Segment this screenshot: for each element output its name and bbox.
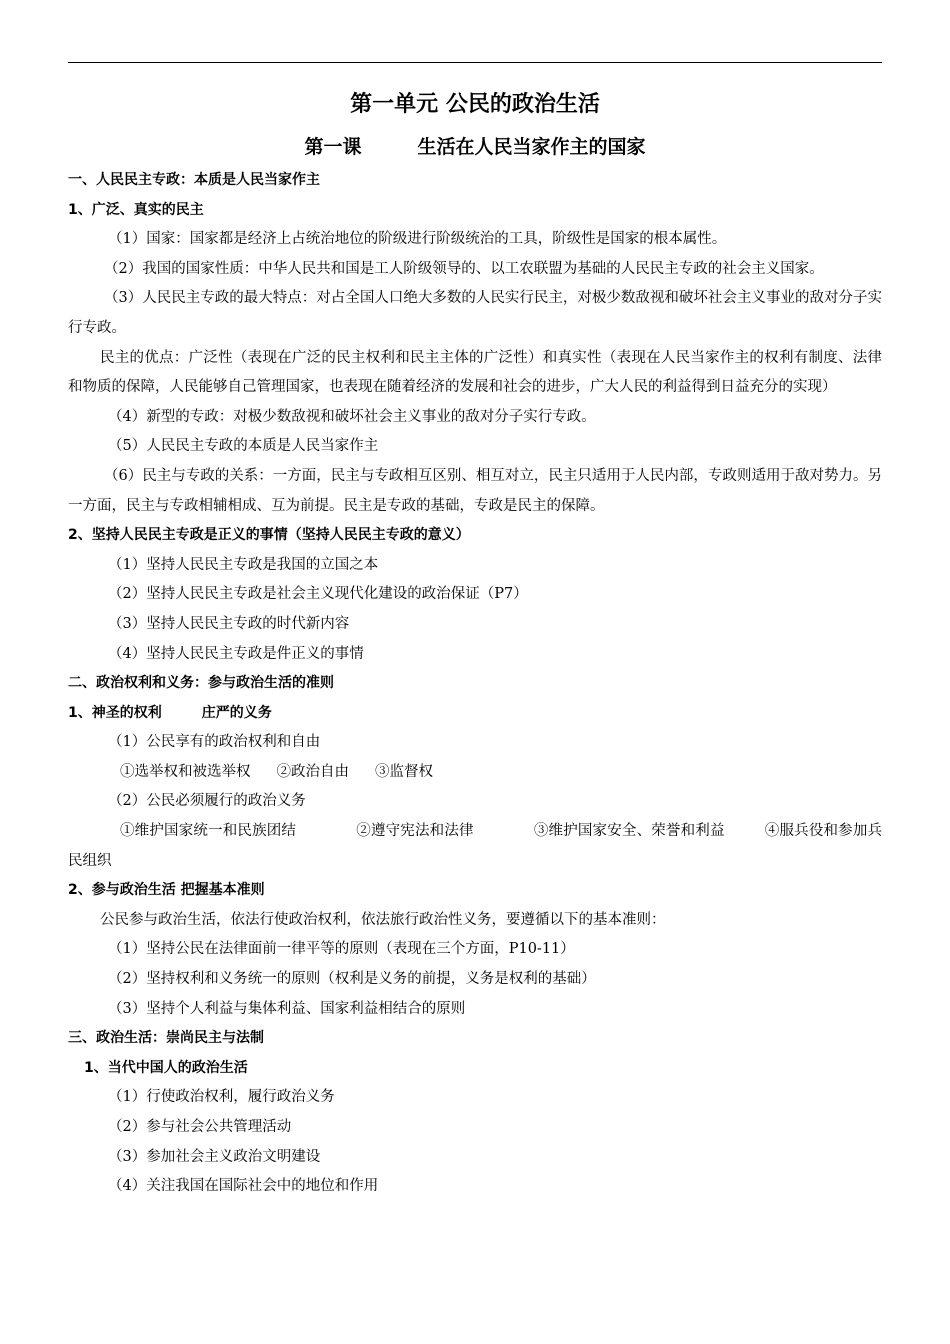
paragraph: 公民参与政治生活，依法行使政治权利，依法旅行政治性义务，要遵循以下的基本准则：: [100, 911, 666, 928]
header-rule: [68, 62, 882, 63]
list-item: （1）坚持公民在法律面前一律平等的原则（表现在三个方面，P10-11）: [108, 941, 575, 958]
paragraph: （2）我国的国家性质：中华人民共和国是工人阶级领导的、以工农联盟为基础的人民民主专政的社会主义国家。: [104, 260, 824, 277]
section-1-sub-2: 2、坚持人民民主专政是正义的事情（坚持人民民主专政的意义）: [68, 527, 470, 544]
paragraph: 民主的优点：广泛性（表现在广泛的民主权利和民主主体的广泛性）和真实性（表现在人民当家作主的权利有制度、法律和物质的保障，人民能够自己管理国家，也表现在随着经济的发展和社会的进步，广大人民的利益得到日益充分的实现）: [68, 349, 882, 396]
list-item: （2）参与社会公共管理活动: [108, 1119, 292, 1135]
list-item: （3）参加社会主义政治文明建设: [108, 1148, 321, 1165]
duty-item: ④服兵役和参加兵民组织: [68, 823, 883, 869]
list-item: （2）坚持人民民主专政是社会主义现代化建设的政治保证（P7）: [108, 586, 528, 603]
sub-heading-part: 庄严的义务: [201, 704, 272, 721]
paragraph: （4）新型的专政：对极少数敌视和破坏社会主义事业的敌对分子实行专政。: [108, 408, 596, 425]
list-item: （2）坚持权利和义务统一的原则（权利是义务的前提，义务是权利的基础）: [108, 971, 596, 988]
list-item: （2）公民必须履行的政治义务: [108, 793, 306, 810]
section-2-sub-2: 2、参与政治生活 把握基本准则: [68, 882, 265, 899]
right-item: ②政治自由: [276, 763, 349, 780]
unit-title: 第一单元 公民的政治生活: [350, 92, 600, 117]
right-item: ③监督权: [375, 763, 433, 780]
rights-list: [68, 758, 882, 788]
section-1-heading: 一、人民民主专政：本质是人民当家作主: [68, 172, 320, 188]
list-item: （3）坚持个人利益与集体利益、国家利益相结合的原则: [108, 1000, 466, 1017]
lesson-name: 生活在人民当家作主的国家: [417, 136, 646, 158]
list-item: （4）坚持人民民主专政是件正义的事情: [108, 645, 364, 662]
section-1-sub-1: 1、广泛、真实的民主: [68, 201, 204, 218]
section-2-sub-1: [68, 699, 882, 729]
duty-item: ①维护国家统一和民族团结: [120, 823, 297, 840]
sub-heading-part: 1、神圣的权利: [68, 704, 162, 721]
document-body: [68, 166, 882, 1202]
section-3-heading: 三、政治生活：崇尚民主与法制: [68, 1030, 264, 1047]
lesson-title: [0, 134, 950, 160]
list-item: （3）坚持人民民主专政的时代新内容: [108, 615, 350, 632]
list-item: （1）行使政治权利，履行政治义务: [108, 1089, 335, 1106]
paragraph: （6）民主与专政的关系：一方面，民主与专政相互区别、相互对立，民主只适用于人民内部，专政则适用于敌对势力。另一方面，民主与专政相辅相成、互为前提。民主是专政的基础，专政是民主的保障。: [68, 467, 882, 514]
list-item: （1）坚持人民民主专政是我国的立国之本: [108, 556, 379, 573]
duty-item: ②遵守宪法和法律: [356, 823, 474, 840]
duties-list: [68, 817, 882, 876]
lesson-label: 第一课: [304, 136, 362, 158]
right-item: ①选举权和被选举权: [120, 763, 251, 780]
list-item: （1）公民享有的政治权利和自由: [108, 734, 321, 751]
section-2-heading: 二、政治权利和义务：参与政治生活的准则: [68, 675, 334, 692]
paragraph: （1）国家：国家都是经济上占统治地位的阶级进行阶级统治的工具，阶级性是国家的根本属性。: [108, 231, 727, 248]
paragraph: （5）人民民主专政的本质是人民当家作主: [108, 438, 379, 455]
list-item: （4）关注我国在国际社会中的地位和作用: [108, 1178, 379, 1195]
duty-item: ③维护国家安全、荣誉和利益: [533, 823, 725, 840]
paragraph: （3）人民民主专政的最大特点：对占全国人口绝大多数的人民实行民主，对极少数敌视和破坏社会主义事业的敌对分子实行专政。: [68, 290, 882, 336]
section-3-sub-1: 1、当代中国人的政治生活: [84, 1059, 248, 1076]
